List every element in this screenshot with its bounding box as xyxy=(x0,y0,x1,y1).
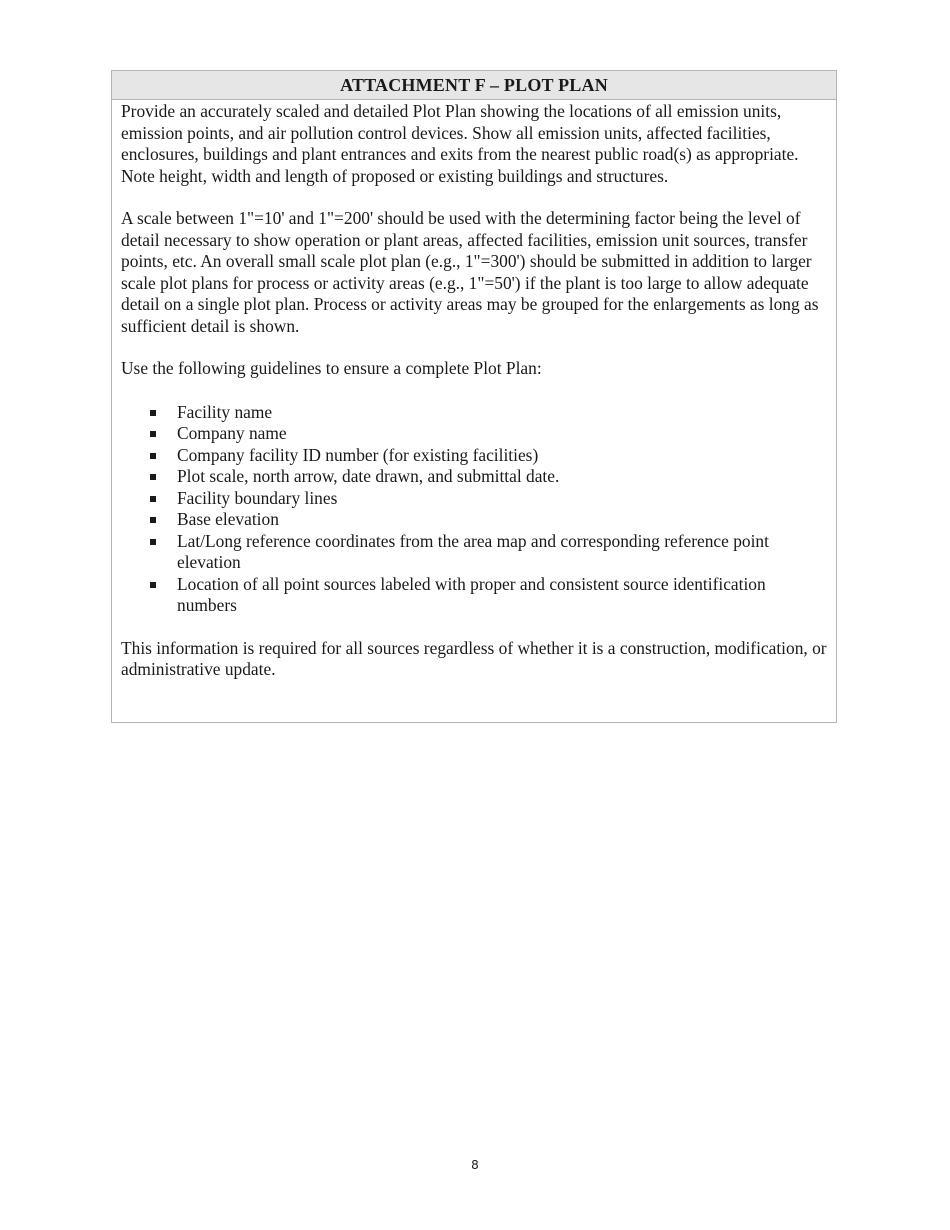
list-item-text: Company facility ID number (for existing facilities) xyxy=(177,444,539,465)
list-item xyxy=(121,574,827,617)
square-bullet-icon xyxy=(150,453,156,459)
square-bullet-icon xyxy=(150,517,156,523)
list-item-text: Company name xyxy=(177,423,287,443)
attachment-body xyxy=(112,101,836,681)
list-item xyxy=(121,423,827,445)
list-item-text: Facility boundary lines xyxy=(177,487,338,508)
square-bullet-icon xyxy=(150,496,156,502)
list-item-text: Facility name xyxy=(177,401,273,422)
guideline-list xyxy=(121,402,827,617)
footer-paragraph: This information is required for all sources regardless of whether it is a construction, modification, or administrative update. xyxy=(121,637,827,679)
list-item-text: Plot scale, north arrow, date drawn, and submittal date. xyxy=(177,466,560,486)
intro-paragraph: Provide an accurately scaled and detailed Plot Plan showing the locations of all emission units, emission points, and air pollution control devices. Show all emission units, affected facilities, enclosures, buildings and plant entrances and exits from the nearest public road(s) as appropriate. Note height, width and length of proposed or existing buildings and structures. xyxy=(121,101,799,186)
square-bullet-icon xyxy=(150,410,156,416)
list-item-text: Base elevation xyxy=(177,509,279,529)
list-item xyxy=(121,445,827,467)
attachment-title: ATTACHMENT F – PLOT PLAN xyxy=(112,71,836,100)
list-item-text: Location of all point sources labeled with proper and consistent source identification numbers xyxy=(177,573,766,615)
attachment-f-box xyxy=(111,70,837,723)
scale-paragraph: A scale between 1"=10' and 1"=200' should be used with the determining factor being the level of detail necessary to show operation or plant areas, affected facilities, emission unit sources, transfer points, etc. An overall small scale plot plan (e.g., 1"=300') should be submitted in addition to larger scale plot plans for process or activity areas (e.g., 1"=50') if the plant is too large to allow adequate detail on a single plot plan. Process or activity areas may be grouped for the enlargements as long as sufficient detail is shown. xyxy=(121,208,819,336)
list-item-text: Lat/Long reference coordinates from the area map and corresponding reference point elevation xyxy=(177,530,769,572)
list-item xyxy=(121,509,827,531)
square-bullet-icon xyxy=(150,474,156,480)
square-bullet-icon xyxy=(150,539,156,545)
page-number: 8 xyxy=(471,1158,479,1172)
list-item xyxy=(121,466,827,488)
guidelines-intro-paragraph: Use the following guidelines to ensure a complete Plot Plan: xyxy=(121,358,542,378)
list-item xyxy=(121,402,827,424)
list-item xyxy=(121,488,827,510)
square-bullet-icon xyxy=(150,431,156,437)
square-bullet-icon xyxy=(150,582,156,588)
list-item xyxy=(121,531,827,574)
